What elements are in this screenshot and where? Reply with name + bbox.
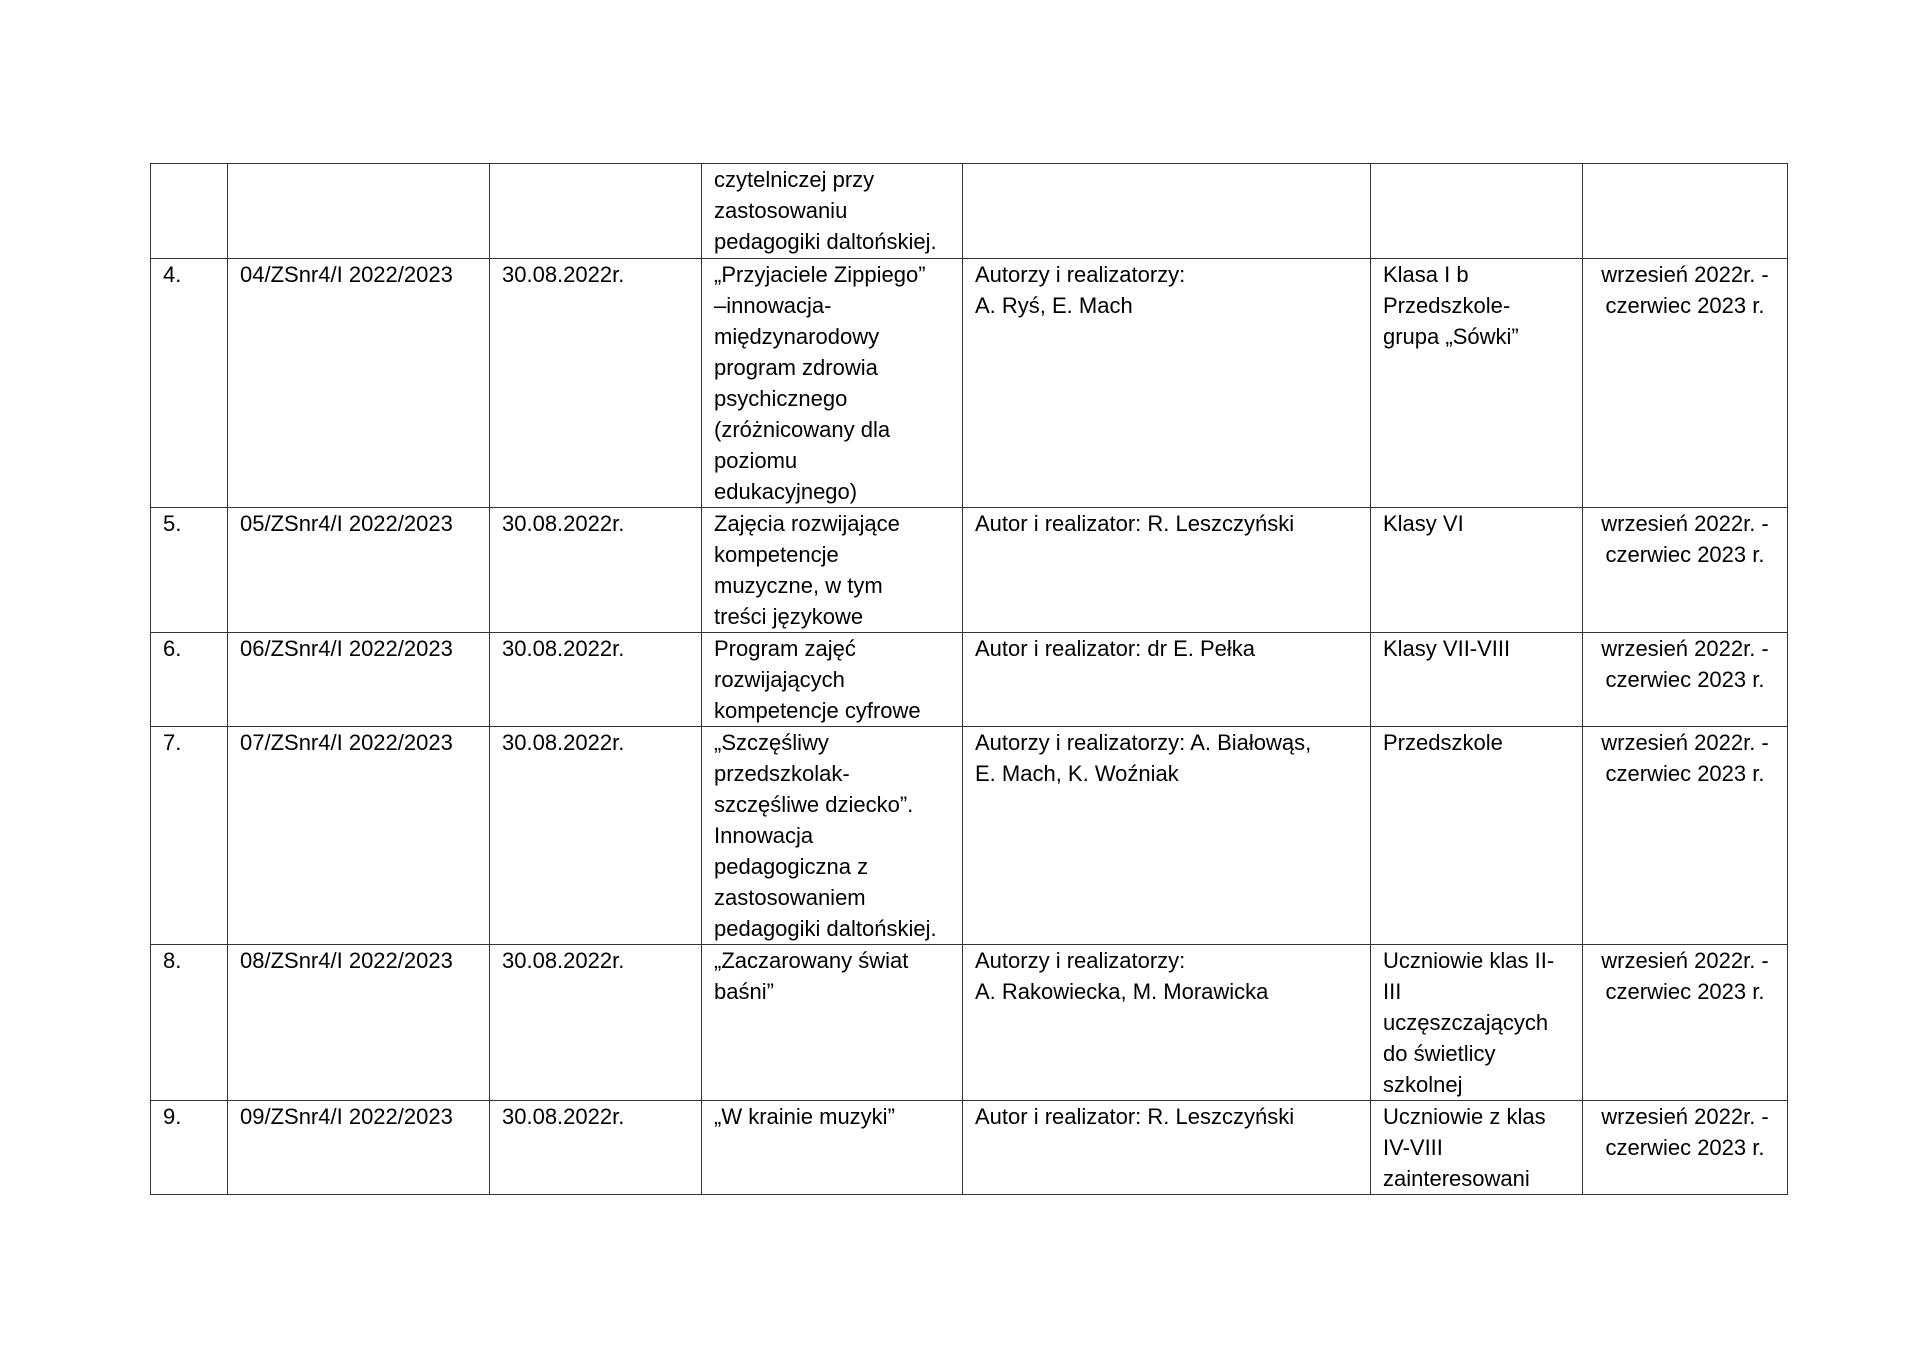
cell-date [490, 164, 702, 259]
cell-lp: 9. [151, 1101, 228, 1195]
cell-date: 30.08.2022r. [490, 945, 702, 1101]
cell-target: Przedszkole [1371, 727, 1583, 945]
cell-title: czytelniczej przy zastosowaniu pedagogiki daltońskiej. [702, 164, 963, 259]
cell-period: wrzesień 2022r. - czerwiec 2023 r. [1583, 1101, 1788, 1195]
cell-target: Klasy VII-VIII [1371, 633, 1583, 727]
cell-target: Klasy VI [1371, 508, 1583, 633]
cell-authors: Autorzy i realizatorzy: A. Białowąs, E. Mach, K. Woźniak [963, 727, 1371, 945]
cell-title: „Zaczarowany świat baśni” [702, 945, 963, 1101]
cell-period: wrzesień 2022r. - czerwiec 2023 r. [1583, 727, 1788, 945]
cell-authors: Autorzy i realizatorzy: A. Ryś, E. Mach [963, 259, 1371, 508]
table-row [151, 508, 1788, 633]
innovations-table [150, 163, 1788, 1195]
cell-period: wrzesień 2022r. - czerwiec 2023 r. [1583, 633, 1788, 727]
cell-number: 06/ZSnr4/I 2022/2023 [228, 633, 490, 727]
table-row [151, 945, 1788, 1101]
cell-target [1371, 164, 1583, 259]
cell-authors: Autor i realizator: dr E. Pełka [963, 633, 1371, 727]
table-row [151, 164, 1788, 259]
cell-target: Klasa I b Przedszkole- grupa „Sówki” [1371, 259, 1583, 508]
cell-number: 08/ZSnr4/I 2022/2023 [228, 945, 490, 1101]
cell-date: 30.08.2022r. [490, 633, 702, 727]
cell-target: Uczniowie klas II- III uczęszczających do świetlicy szkolnej [1371, 945, 1583, 1101]
cell-period: wrzesień 2022r. - czerwiec 2023 r. [1583, 945, 1788, 1101]
cell-lp: 8. [151, 945, 228, 1101]
cell-title: „W krainie muzyki” [702, 1101, 963, 1195]
cell-lp: 7. [151, 727, 228, 945]
table-row [151, 633, 1788, 727]
cell-authors: Autorzy i realizatorzy: A. Rakowiecka, M. Morawicka [963, 945, 1371, 1101]
cell-title: „Szczęśliwy przedszkolak- szczęśliwe dziecko”. Innowacja pedagogiczna z zastosowaniem pedagogiki daltońskiej. [702, 727, 963, 945]
cell-number: 07/ZSnr4/I 2022/2023 [228, 727, 490, 945]
cell-date: 30.08.2022r. [490, 727, 702, 945]
cell-date: 30.08.2022r. [490, 259, 702, 508]
cell-date: 30.08.2022r. [490, 508, 702, 633]
cell-title: Zajęcia rozwijające kompetencje muzyczne, w tym treści językowe [702, 508, 963, 633]
cell-lp: 4. [151, 259, 228, 508]
cell-date: 30.08.2022r. [490, 1101, 702, 1195]
cell-period: wrzesień 2022r. - czerwiec 2023 r. [1583, 508, 1788, 633]
cell-title: Program zajęć rozwijających kompetencje cyfrowe [702, 633, 963, 727]
cell-number: 05/ZSnr4/I 2022/2023 [228, 508, 490, 633]
cell-authors: Autor i realizator: R. Leszczyński [963, 508, 1371, 633]
cell-number [228, 164, 490, 259]
table-row [151, 1101, 1788, 1195]
cell-authors: Autor i realizator: R. Leszczyński [963, 1101, 1371, 1195]
cell-period [1583, 164, 1788, 259]
cell-period: wrzesień 2022r. - czerwiec 2023 r. [1583, 259, 1788, 508]
cell-lp: 6. [151, 633, 228, 727]
cell-target: Uczniowie z klas IV-VIII zainteresowani [1371, 1101, 1583, 1195]
cell-title: „Przyjaciele Zippiego” –innowacja- międzynarodowy program zdrowia psychicznego (zróżnicowany dla poziomu edukacyjnego) [702, 259, 963, 508]
cell-lp: 5. [151, 508, 228, 633]
table-row [151, 259, 1788, 508]
cell-number: 04/ZSnr4/I 2022/2023 [228, 259, 490, 508]
cell-authors [963, 164, 1371, 259]
cell-lp [151, 164, 228, 259]
table-row [151, 727, 1788, 945]
cell-number: 09/ZSnr4/I 2022/2023 [228, 1101, 490, 1195]
